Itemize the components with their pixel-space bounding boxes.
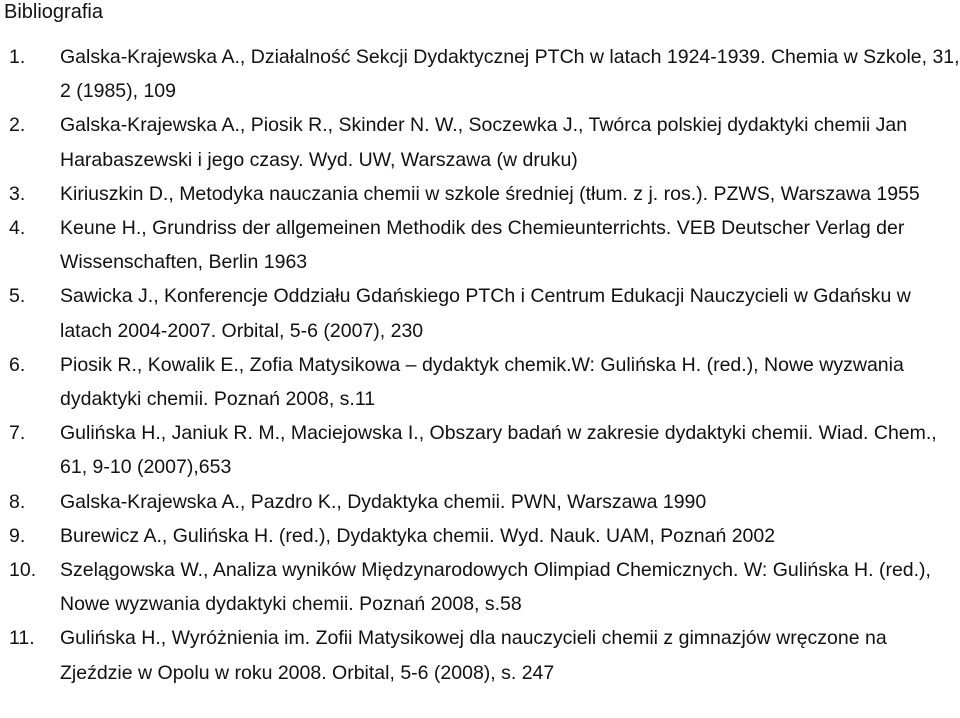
entry-number: 11. (9, 627, 35, 650)
bibliography-entry (0, 108, 960, 176)
bibliography-entry (0, 211, 960, 279)
entry-number: 7. (9, 422, 26, 445)
entry-number: 2. (9, 114, 26, 137)
entry-text: Keune H., Grundriss der allgemeinen Methodik des Chemieunterrichts. VEB Deutscher Verlag der Wissenschaften, Berlin 1963 (60, 217, 905, 274)
entry-text: Gulińska H., Janiuk R. M., Maciejowska I., Obszary badań w zakresie dydaktyki chemii. Wiad. Chem., 61, 9-10 (2007),653 (60, 422, 937, 479)
entry-text: Galska-Krajewska A., Działalność Sekcji Dydaktycznej PTCh w latach 1924-1939. Chemia w Szkole, 31, 2 (1985), 109 (60, 46, 960, 103)
entry-text: Burewicz A., Gulińska H. (red.), Dydaktyka chemii. Wyd. Nauk. UAM, Poznań 2002 (60, 524, 776, 547)
entry-number: 3. (9, 182, 26, 205)
entry-text: Szelągowska W., Analiza wyników Międzynarodowych Olimpiad Chemicznych. W: Gulińska H. (red.), Nowe wyzwania dydaktyki chemii. Poznań 2008, s.58 (60, 559, 931, 616)
bibliography-entry (0, 519, 960, 553)
bibliography-entry (0, 485, 960, 519)
entry-number: 10. (9, 559, 37, 582)
entry-text: Piosik R., Kowalik E., Zofia Matysikowa – dydaktyk chemik.W: Gulińska H. (red.), Nowe wyzwania dydaktyki chemii. Poznań 2008, s.11 (60, 353, 904, 411)
bibliography-list (0, 40, 960, 690)
entry-number: 8. (9, 490, 26, 513)
entry-number: 5. (9, 285, 26, 308)
entry-text: Gulińska H., Wyróżnienia im. Zofii Matysikowej dla nauczycieli chemii z gimnazjów wręczone na Zjeździe w Opolu w roku 2008. Orbital, 5-6 (2008), s. 247 (60, 627, 887, 684)
entry-number: 4. (9, 217, 26, 240)
entry-text: Galska-Krajewska A., Pazdro K., Dydaktyka chemii. PWN, Warszawa 1990 (60, 490, 707, 513)
bibliography-heading: Bibliografia (4, 1, 103, 23)
entry-text: Galska-Krajewska A., Piosik R., Skinder N. W., Soczewka J., Twórca polskiej dydaktyki chemii Jan Harabaszewski i jego czasy. Wyd. UW, Warszawa (w druku) (60, 114, 908, 171)
entry-number: 6. (9, 353, 26, 376)
bibliography-entry (0, 553, 960, 621)
bibliography-entry (0, 40, 960, 108)
entry-text: Kiriuszkin D., Metodyka nauczania chemii w szkole średniej (tłum. z j. ros.). PZWS, Warszawa 1955 (60, 182, 920, 205)
entry-number: 1. (9, 46, 26, 68)
bibliography-entry (0, 416, 960, 484)
bibliography-entry (0, 621, 960, 689)
bibliography-entry (0, 177, 960, 211)
bibliography-entry (0, 279, 960, 347)
bibliography-entry (0, 348, 960, 416)
entry-text: Sawicka J., Konferencje Oddziału Gdańskiego PTCh i Centrum Edukacji Nauczycieli w Gdańsku w latach 2004-2007. Orbital, 5-6 (2007), 230 (60, 285, 911, 342)
entry-number: 9. (9, 524, 26, 547)
